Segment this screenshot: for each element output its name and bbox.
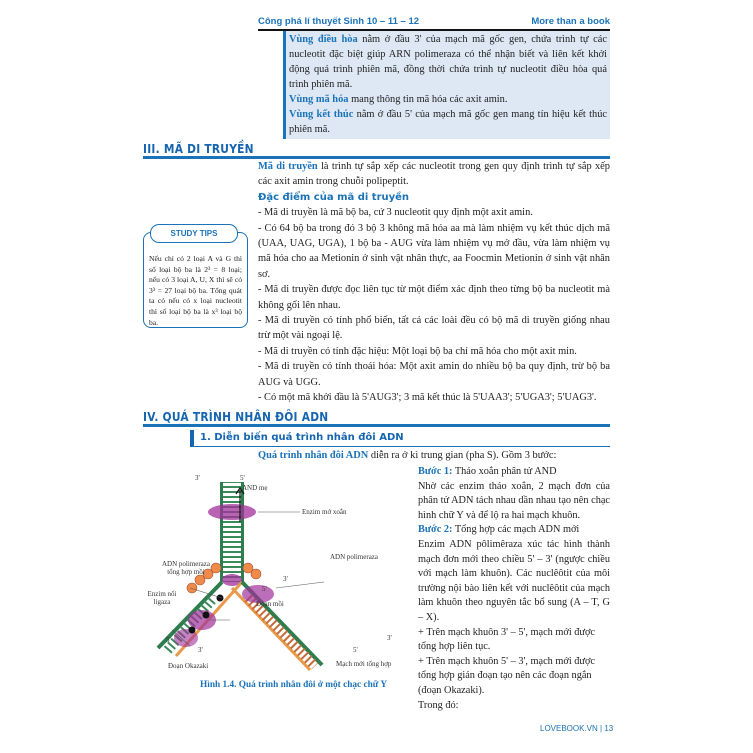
section-heading-iv: IV. QUÁ TRÌNH NHÂN ĐÔI ADN xyxy=(143,409,329,424)
step-1-text: Nhờ các enzim tháo xoắn, 2 mạch đơn của phân tử ADN tách nhau dần nhau tạo nên chạc hình chữ Y và để lộ ra hai mạch khuôn. xyxy=(418,480,610,521)
list-item: - Mã di truyền là mã bộ ba, cứ 3 nucleotit quy định một axit amin. xyxy=(258,207,533,219)
list-item: + Trên mạch khuôn 3' – 5', mạch mới được tổng hợp liên tục. xyxy=(418,626,595,653)
paragraph-text: nằm ở đầu 5' của mạch mã gốc gen mang tín hiệu kết thúc phiên mã. xyxy=(289,109,608,135)
paragraph-text: mang thông tin mã hóa các axit amin. xyxy=(348,94,508,105)
keyword: Vùng điều hòa xyxy=(289,34,358,45)
list-item: Trong đó: xyxy=(418,699,459,711)
label-5-prime: 5' xyxy=(240,474,245,482)
study-tips-box xyxy=(143,232,248,328)
subsection-heading: 1. Diễn biến quá trình nhân đôi ADN xyxy=(190,430,610,447)
box-paragraph xyxy=(289,107,607,137)
section-heading-iii: III. MÃ DI TRUYỀN xyxy=(143,141,254,156)
intro-paragraph xyxy=(258,159,610,190)
step-2-text: Enzim ADN pôlimêraza xúc tác hình thành mạch đơn mới theo chiều 5' – 3' (ngược chiều với mạch làm khuôn). Các nuclêôtit của môi trường nội bào liên kết với nuclêôtit của mạch làm khuôn theo nguyên tắc bổ sung (A – T, G – X). xyxy=(418,538,610,623)
step-2-heading xyxy=(418,523,610,538)
list-item: - Mã di truyền có tính đặc hiệu: Một loại bộ ba chỉ mã hóa cho một axit min. xyxy=(258,345,577,357)
running-header-tagline: More than a book xyxy=(531,16,610,27)
box-paragraph xyxy=(289,92,607,107)
label-new-strand: Mạch mới tổng hợp xyxy=(336,660,392,668)
page-footer: LOVEBOOK.VN | 13 xyxy=(540,724,614,733)
label-3-prime: 3' xyxy=(283,575,288,583)
keyword: Quá trình nhân đôi ADN xyxy=(258,450,369,461)
keyword: Mã di truyền xyxy=(258,161,318,172)
list-item: - Mã di truyền được đọc liên tục từ một điểm xác định theo từng bộ ba nucleotit mà không gối lên nhau. xyxy=(258,284,610,311)
keyword: Bước 1: xyxy=(418,466,453,477)
running-header-title: Công phá lí thuyết Sinh 10 – 11 – 12 xyxy=(258,16,420,27)
gene-regions-box xyxy=(283,31,610,139)
paragraph-text: nằm ở đầu 3' của mạch mã gốc gen, chứa trình tự các nucleotit đặc biệt giúp ARN polimeraza có thể nhận biết và liên kết khởi động quá trình phiên mã, đồng thời chứa trình tự nucleotit điều hòa quá trình phiên mã. xyxy=(289,34,607,90)
step-title: Tháo xoắn phân tử AND xyxy=(452,466,557,477)
study-tips-label: STUDY TIPS xyxy=(150,224,238,243)
section-rule xyxy=(143,424,610,427)
steps-column xyxy=(418,465,610,713)
label-3-prime: 3' xyxy=(195,474,200,482)
study-tips-text: Nếu chỉ có 2 loại A và G thì số loại bộ ba là 2³ = 8 loại; nếu có 3 loại A, U, X thì sẽ có 3³ = 27 loại bộ ba. Tổng quát ta có nếu có x loại nucleotit thì số loại bộ ba là x³ loại bộ ba. xyxy=(149,254,242,327)
paragraph-text: diễn ra ở kì trung gian (pha S). Gồm 3 bước: xyxy=(368,450,557,461)
label-okazaki: Đoạn Okazaki xyxy=(168,662,209,670)
keyword: Bước 2: xyxy=(418,524,453,536)
label-helicase: Enzim mở xoắn xyxy=(302,508,347,516)
box-paragraph xyxy=(289,32,607,92)
subheading: Đặc điểm của mã di truyền xyxy=(258,191,410,203)
label-5-prime: 5' xyxy=(262,585,267,593)
label-3-prime: 3' xyxy=(387,634,392,642)
list-item: - Có một mã khởi đầu là 5'AUG3'; 3 mã kết thúc là 5'UAA3'; 5'UGA3'; 5'UAG3'. xyxy=(258,392,597,404)
section-iii-body xyxy=(258,159,610,406)
label-3-prime: 3' xyxy=(198,646,203,654)
list-item: + Trên mạch khuôn 5' – 3', mạch mới được tổng hợp gián đoạn tạo nên các đoạn ngắn (đoạn Okazaki). xyxy=(418,655,595,696)
label-ligase: Enzim nối ligaza xyxy=(147,590,177,606)
label-parent-dna: AND mẹ xyxy=(242,484,268,492)
step-title: Tổng hợp các mạch ADN mới xyxy=(452,524,580,536)
label-5-prime: 5' xyxy=(166,636,171,644)
keyword: Vùng kết thúc xyxy=(289,109,354,120)
step-1-heading xyxy=(418,465,610,480)
paragraph-text: là trình tự sắp xếp các nucleotit trong gen quy định trình tự sắp xếp các axit amin trong chuỗi polipeptit. xyxy=(258,161,610,188)
list-item: - Mã di truyền có tính phổ biến, tất cả các loài đều có bộ mã di truyền giống nhau trừ một vài ngoại lệ. xyxy=(258,315,610,342)
figure-caption: Hình 1.4. Quá trình nhân đôi ở một chạc chữ Y xyxy=(200,680,388,690)
list-item: - Mã di truyền có tính thoái hóa: Một axit amin do nhiều bộ ba quy định, trừ bộ ba AUG và UGG. xyxy=(258,361,610,388)
section-iv-intro xyxy=(258,448,610,463)
label-5-prime: 5' xyxy=(353,646,358,654)
leading-strand xyxy=(232,582,322,670)
label-primer: Đoạn mồi xyxy=(256,600,284,608)
label-dna-polymerase: ADN polimeraza xyxy=(330,553,379,561)
list-item: - Có 64 bộ ba trong đó 3 bộ 3 không mã hóa aa mà làm nhiệm vụ kết thúc dịch mã (UAA, UAG, UGA), 1 bộ ba - AUG vừa làm nhiệm vụ mở đầu, vừa làm nhiệm vụ mã hóa cho aa Metionin ở sinh vật nhân thực, aa Foocmin Metionin ở sinh vật nhân sơ. xyxy=(258,222,610,280)
keyword: Vùng mã hóa xyxy=(289,94,349,105)
helicase-enzyme xyxy=(208,504,256,520)
label-primase: ADN polimeraza tổng hợp mồi xyxy=(161,560,210,576)
